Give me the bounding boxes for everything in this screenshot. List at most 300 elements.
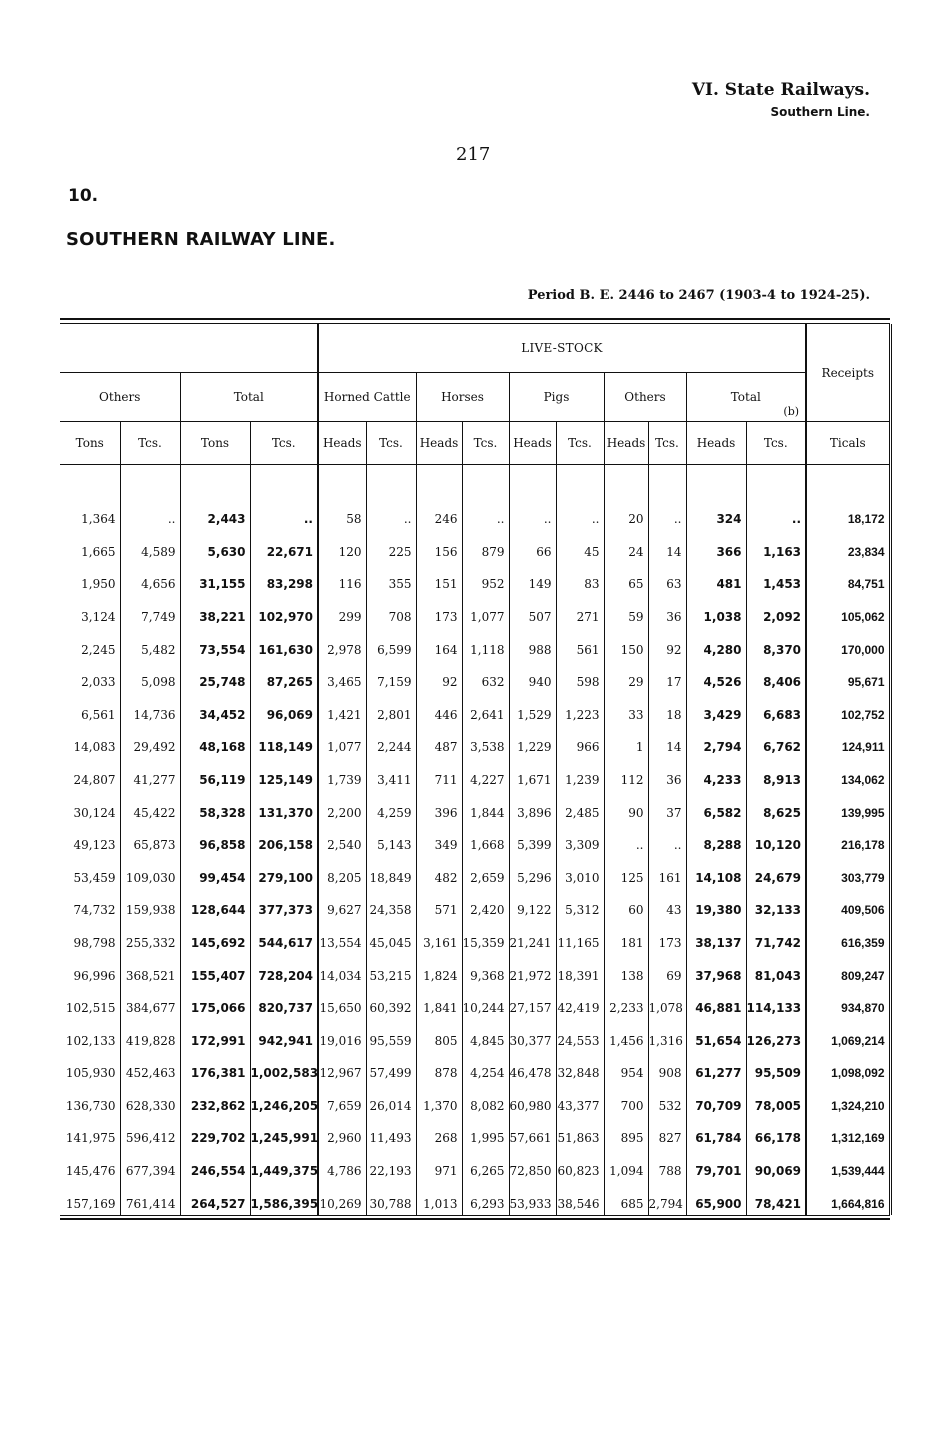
cell-others-tcs: 255,332 xyxy=(120,921,180,954)
cell-horses-tcs: 15,359 xyxy=(462,921,509,954)
cell-total-tcs: 1,586,395 xyxy=(250,1182,318,1215)
cell-receipts-ticals: 1,069,214 xyxy=(806,1019,890,1052)
table-row xyxy=(60,1117,890,1150)
cell-cattle-heads: 116 xyxy=(318,563,366,596)
header-live-stock: LIVE-STOCK xyxy=(318,324,806,373)
cell-pigs-heads: 9,122 xyxy=(509,889,556,922)
cell-receipts-ticals: 1,539,444 xyxy=(806,1149,890,1182)
cell-pigs-heads: 1,671 xyxy=(509,758,556,791)
cell-total-live-tcs: 6,683 xyxy=(746,693,806,726)
cell-total-live-heads: 481 xyxy=(686,563,746,596)
cell-horses-heads: 1,841 xyxy=(416,987,462,1020)
cell-total-tcs: 102,970 xyxy=(250,595,318,628)
cell-cattle-heads: 58 xyxy=(318,498,366,531)
cell-total-tons: 232,862 xyxy=(180,1084,250,1117)
cell-others-live-heads: 700 xyxy=(604,1084,648,1117)
cell-total-live-tcs: 8,406 xyxy=(746,661,806,694)
cell-horses-heads: 92 xyxy=(416,661,462,694)
cell-pigs-tcs: 598 xyxy=(556,661,604,694)
cell-total-live-tcs: .. xyxy=(746,498,806,531)
cell-others-live-tcs: 63 xyxy=(648,563,686,596)
cell-receipts-ticals: 409,506 xyxy=(806,889,890,922)
cell-horses-tcs: 8,082 xyxy=(462,1084,509,1117)
cell-cattle-tcs: 30,788 xyxy=(366,1182,416,1215)
period-caption: Period B. E. 2446 to 2467 (1903-4 to 1924-25). xyxy=(527,288,870,303)
cell-receipts-ticals: 1,324,210 xyxy=(806,1084,890,1117)
subheader-tcs: Tcs. xyxy=(746,422,806,465)
cell-cattle-heads: 10,269 xyxy=(318,1182,366,1215)
cell-horses-tcs: 10,244 xyxy=(462,987,509,1020)
cell-total-tons: 96,858 xyxy=(180,824,250,857)
cell-total-live-heads: 324 xyxy=(686,498,746,531)
cell-cattle-tcs: 60,392 xyxy=(366,987,416,1020)
cell-others-tons: 145,476 xyxy=(65,1164,116,1179)
subheader-heads: Heads xyxy=(686,422,746,465)
cell-total-tons: 175,066 xyxy=(180,987,250,1020)
cell-others-live-tcs: 43 xyxy=(648,889,686,922)
cell-receipts-ticals: 1,098,092 xyxy=(806,1052,890,1085)
cell-horses-heads: 571 xyxy=(416,889,462,922)
cell-horses-heads: 246 xyxy=(416,498,462,531)
cell-receipts-ticals: 139,995 xyxy=(806,791,890,824)
cell-others-tons: 98,798 xyxy=(73,935,116,950)
cell-total-tcs: 22,671 xyxy=(250,530,318,563)
cell-total-tcs: 1,245,991 xyxy=(250,1117,318,1150)
cell-pigs-tcs: 38,546 xyxy=(556,1182,604,1215)
cell-cattle-heads: 13,554 xyxy=(318,921,366,954)
cell-receipts-ticals: 616,359 xyxy=(806,921,890,954)
cell-horses-tcs: 1,995 xyxy=(462,1117,509,1150)
cell-receipts-ticals: 934,870 xyxy=(806,987,890,1020)
cell-total-live-tcs: 81,043 xyxy=(746,954,806,987)
cell-cattle-heads: 14,034 xyxy=(318,954,366,987)
cell-others-tons: 141,975 xyxy=(65,1131,116,1146)
statistics-table xyxy=(60,324,892,1215)
table-bottom-rule-outer xyxy=(60,1218,890,1220)
cell-horses-heads: 805 xyxy=(416,1019,462,1052)
table-row xyxy=(60,693,890,726)
cell-others-tons: 2,033 xyxy=(81,675,116,690)
cell-others-live-heads: 1,094 xyxy=(604,1149,648,1182)
cell-others-live-heads: 954 xyxy=(604,1052,648,1085)
cell-horses-tcs: 4,227 xyxy=(462,758,509,791)
cell-total-live-tcs: 95,509 xyxy=(746,1052,806,1085)
cell-total-live-heads: 6,582 xyxy=(686,791,746,824)
table-row xyxy=(60,1084,890,1117)
cell-others-tcs: 41,277 xyxy=(120,758,180,791)
cell-total-tcs: 279,100 xyxy=(250,856,318,889)
cell-others-live-heads: 20 xyxy=(604,498,648,531)
header-blank-goods xyxy=(60,324,318,373)
cell-total-live-heads: 61,277 xyxy=(686,1052,746,1085)
cell-total-tons: 38,221 xyxy=(180,595,250,628)
cell-total-tcs: 820,737 xyxy=(250,987,318,1020)
cell-pigs-tcs: 966 xyxy=(556,726,604,759)
cell-others-tcs: 628,330 xyxy=(120,1084,180,1117)
subheader-tcs: Tcs. xyxy=(366,422,416,465)
cell-total-tcs: 1,002,583 xyxy=(250,1052,318,1085)
cell-horses-tcs: 3,538 xyxy=(462,726,509,759)
cell-total-tons: 145,692 xyxy=(180,921,250,954)
cell-total-tcs: 1,246,205 xyxy=(250,1084,318,1117)
cell-pigs-tcs: 561 xyxy=(556,628,604,661)
subheader-tcs: Tcs. xyxy=(462,422,509,465)
cell-others-tcs: 65,873 xyxy=(120,824,180,857)
cell-total-tons: 25,748 xyxy=(180,661,250,694)
cell-others-live-tcs: .. xyxy=(648,498,686,531)
cell-total-live-heads: 4,280 xyxy=(686,628,746,661)
cell-cattle-heads: 299 xyxy=(318,595,366,628)
cell-others-live-heads: 895 xyxy=(604,1117,648,1150)
cell-pigs-tcs: 11,165 xyxy=(556,921,604,954)
cell-pigs-tcs: 2,485 xyxy=(556,791,604,824)
cell-total-live-heads: 65,900 xyxy=(686,1182,746,1215)
cell-horses-tcs: .. xyxy=(462,498,509,531)
cell-pigs-heads: 30,377 xyxy=(509,1019,556,1052)
cell-others-tons: 96,996 xyxy=(73,968,116,983)
cell-others-tons: 2,245 xyxy=(81,642,116,657)
cell-cattle-tcs: 7,159 xyxy=(366,661,416,694)
table-row xyxy=(60,726,890,759)
cell-total-live-tcs: 114,133 xyxy=(746,987,806,1020)
cell-pigs-tcs: 3,010 xyxy=(556,856,604,889)
cell-others-tcs: 368,521 xyxy=(120,954,180,987)
cell-pigs-heads: 5,296 xyxy=(509,856,556,889)
cell-cattle-tcs: 18,849 xyxy=(366,856,416,889)
cell-total-live-tcs: 90,069 xyxy=(746,1149,806,1182)
table-row xyxy=(60,530,890,563)
header-others-live: Others xyxy=(604,373,686,422)
cell-cattle-heads: 9,627 xyxy=(318,889,366,922)
cell-cattle-tcs: 355 xyxy=(366,563,416,596)
cell-pigs-heads: 940 xyxy=(509,661,556,694)
section-number: 10. xyxy=(68,186,99,206)
cell-receipts-ticals: 1,312,169 xyxy=(806,1117,890,1150)
cell-total-tons: 155,407 xyxy=(180,954,250,987)
cell-pigs-tcs: 51,863 xyxy=(556,1117,604,1150)
cell-others-live-heads: 29 xyxy=(604,661,648,694)
cell-others-tcs: 5,482 xyxy=(120,628,180,661)
cell-pigs-tcs: 42,419 xyxy=(556,987,604,1020)
cell-total-tcs: 377,373 xyxy=(250,889,318,922)
cell-horses-tcs: 1,077 xyxy=(462,595,509,628)
cell-total-tons: 34,452 xyxy=(180,693,250,726)
cell-cattle-heads: 7,659 xyxy=(318,1084,366,1117)
cell-others-live-heads: 138 xyxy=(604,954,648,987)
cell-receipts-ticals: 84,751 xyxy=(806,563,890,596)
cell-others-live-heads: 65 xyxy=(604,563,648,596)
cell-total-live-tcs: 78,005 xyxy=(746,1084,806,1117)
header-pigs: Pigs xyxy=(509,373,604,422)
cell-pigs-heads: 21,241 xyxy=(509,921,556,954)
cell-total-live-tcs: 126,273 xyxy=(746,1019,806,1052)
cell-total-live-heads: 38,137 xyxy=(686,921,746,954)
cell-others-live-tcs: 1,316 xyxy=(648,1019,686,1052)
subheader-tcs: Tcs. xyxy=(250,422,318,465)
cell-total-live-heads: 37,968 xyxy=(686,954,746,987)
cell-receipts-ticals: 105,062 xyxy=(806,595,890,628)
cell-total-live-heads: 70,709 xyxy=(686,1084,746,1117)
table-row xyxy=(60,824,890,857)
cell-others-tcs: 109,030 xyxy=(120,856,180,889)
cell-horses-heads: 482 xyxy=(416,856,462,889)
cell-total-live-heads: 19,380 xyxy=(686,889,746,922)
cell-horses-heads: 3,161 xyxy=(416,921,462,954)
cell-total-tcs: 544,617 xyxy=(250,921,318,954)
running-header xyxy=(692,80,870,119)
cell-total-live-heads: 4,526 xyxy=(686,661,746,694)
cell-horses-heads: 711 xyxy=(416,758,462,791)
cell-cattle-tcs: 708 xyxy=(366,595,416,628)
cell-others-live-heads: 181 xyxy=(604,921,648,954)
cell-others-tons: 49,123 xyxy=(73,838,116,853)
cell-others-tcs: 419,828 xyxy=(120,1019,180,1052)
cell-others-tons: 1,364 xyxy=(81,512,116,527)
cell-total-tons: 176,381 xyxy=(180,1052,250,1085)
cell-cattle-heads: 1,077 xyxy=(318,726,366,759)
header-others-goods: Others xyxy=(60,373,180,422)
cell-pigs-heads: 72,850 xyxy=(509,1149,556,1182)
header-horned-cattle: Horned Cattle xyxy=(318,373,416,422)
cell-others-live-tcs: 788 xyxy=(648,1149,686,1182)
table-row xyxy=(60,661,890,694)
page-number: 217 xyxy=(456,144,491,165)
header-total-goods: Total xyxy=(180,373,318,422)
subheader-tons: Tons xyxy=(180,422,250,465)
cell-cattle-heads: 2,978 xyxy=(318,628,366,661)
cell-horses-tcs: 952 xyxy=(462,563,509,596)
cell-pigs-heads: 988 xyxy=(509,628,556,661)
cell-horses-tcs: 4,254 xyxy=(462,1052,509,1085)
cell-horses-tcs: 9,368 xyxy=(462,954,509,987)
cell-others-tcs: 159,938 xyxy=(120,889,180,922)
cell-others-live-heads: 112 xyxy=(604,758,648,791)
cell-others-tcs: 384,677 xyxy=(120,987,180,1020)
cell-total-tcs: 87,265 xyxy=(250,661,318,694)
cell-others-live-heads: 125 xyxy=(604,856,648,889)
cell-cattle-tcs: 45,045 xyxy=(366,921,416,954)
cell-others-tcs: 596,412 xyxy=(120,1117,180,1150)
cell-total-live-tcs: 6,762 xyxy=(746,726,806,759)
cell-horses-heads: 878 xyxy=(416,1052,462,1085)
cell-pigs-heads: 27,157 xyxy=(509,987,556,1020)
cell-total-tcs: 1,449,375 xyxy=(250,1149,318,1182)
cell-total-tcs: 206,158 xyxy=(250,824,318,857)
cell-pigs-heads: 507 xyxy=(509,595,556,628)
cell-total-tons: 172,991 xyxy=(180,1019,250,1052)
header-receipts: Receipts xyxy=(806,324,890,422)
cell-cattle-heads: 120 xyxy=(318,530,366,563)
cell-others-live-tcs: 908 xyxy=(648,1052,686,1085)
header-horses: Horses xyxy=(416,373,509,422)
subheader-tcs: Tcs. xyxy=(120,422,180,465)
cell-receipts-ticals: 102,752 xyxy=(806,693,890,726)
cell-pigs-tcs: 24,553 xyxy=(556,1019,604,1052)
cell-horses-heads: 1,824 xyxy=(416,954,462,987)
cell-total-tons: 48,168 xyxy=(180,726,250,759)
cell-receipts-ticals: 134,062 xyxy=(806,758,890,791)
subheader-ticals: Ticals xyxy=(806,422,890,465)
cell-others-live-tcs: 532 xyxy=(648,1084,686,1117)
cell-horses-tcs: 1,118 xyxy=(462,628,509,661)
cell-horses-tcs: 1,668 xyxy=(462,824,509,857)
cell-pigs-tcs: 45 xyxy=(556,530,604,563)
cell-horses-heads: 268 xyxy=(416,1117,462,1150)
cell-others-tcs: 45,422 xyxy=(120,791,180,824)
cell-pigs-heads: 53,933 xyxy=(509,1182,556,1215)
header-total-live-label: Total xyxy=(730,390,761,404)
cell-horses-heads: 164 xyxy=(416,628,462,661)
cell-others-live-tcs: 1,078 xyxy=(648,987,686,1020)
cell-pigs-heads: 46,478 xyxy=(509,1052,556,1085)
cell-others-live-heads: 90 xyxy=(604,791,648,824)
cell-others-live-heads: 685 xyxy=(604,1182,648,1215)
cell-cattle-tcs: 24,358 xyxy=(366,889,416,922)
cell-total-tcs: 118,149 xyxy=(250,726,318,759)
cell-receipts-ticals: 95,671 xyxy=(806,661,890,694)
cell-total-tons: 246,554 xyxy=(180,1149,250,1182)
cell-total-live-heads: 79,701 xyxy=(686,1149,746,1182)
cell-others-tons: 14,083 xyxy=(73,740,116,755)
cell-others-tcs: .. xyxy=(120,498,180,531)
cell-pigs-tcs: 1,223 xyxy=(556,693,604,726)
cell-cattle-tcs: 2,244 xyxy=(366,726,416,759)
cell-receipts-ticals: 23,834 xyxy=(806,530,890,563)
cell-total-tcs: 131,370 xyxy=(250,791,318,824)
running-header-subtitle: Southern Line. xyxy=(770,105,870,119)
cell-total-tcs: .. xyxy=(250,498,318,531)
cell-cattle-heads: 1,739 xyxy=(318,758,366,791)
cell-pigs-tcs: 32,848 xyxy=(556,1052,604,1085)
cell-horses-heads: 971 xyxy=(416,1149,462,1182)
cell-cattle-tcs: 57,499 xyxy=(366,1052,416,1085)
cell-pigs-heads: 1,529 xyxy=(509,693,556,726)
cell-cattle-heads: 2,200 xyxy=(318,791,366,824)
table-row xyxy=(60,1149,890,1182)
cell-others-tons: 74,732 xyxy=(73,903,116,918)
cell-pigs-tcs: 3,309 xyxy=(556,824,604,857)
cell-others-tcs: 29,492 xyxy=(120,726,180,759)
subheader-heads: Heads xyxy=(416,422,462,465)
cell-pigs-heads: 1,229 xyxy=(509,726,556,759)
cell-pigs-tcs: 60,823 xyxy=(556,1149,604,1182)
cell-total-tons: 73,554 xyxy=(180,628,250,661)
cell-cattle-heads: 3,465 xyxy=(318,661,366,694)
cell-total-tons: 264,527 xyxy=(180,1182,250,1215)
header-total-live-note: (b) xyxy=(783,405,800,418)
cell-horses-heads: 487 xyxy=(416,726,462,759)
table-row xyxy=(60,987,890,1020)
cell-others-live-tcs: 173 xyxy=(648,921,686,954)
subheader-heads: Heads xyxy=(604,422,648,465)
cell-others-live-heads: 24 xyxy=(604,530,648,563)
cell-others-tons: 102,515 xyxy=(65,1001,116,1016)
cell-pigs-heads: 66 xyxy=(509,530,556,563)
cell-horses-tcs: 4,845 xyxy=(462,1019,509,1052)
cell-horses-tcs: 6,293 xyxy=(462,1182,509,1215)
running-header-title: VI. State Railways. xyxy=(691,80,870,100)
cell-total-live-heads: 366 xyxy=(686,530,746,563)
subheader-tcs: Tcs. xyxy=(648,422,686,465)
cell-others-live-heads: 59 xyxy=(604,595,648,628)
cell-horses-heads: 349 xyxy=(416,824,462,857)
table-row xyxy=(60,856,890,889)
cell-total-tcs: 125,149 xyxy=(250,758,318,791)
table-row xyxy=(60,791,890,824)
cell-cattle-tcs: 6,599 xyxy=(366,628,416,661)
subheader-tons: Tons xyxy=(60,422,120,465)
cell-pigs-tcs: 1,239 xyxy=(556,758,604,791)
cell-cattle-tcs: 95,559 xyxy=(366,1019,416,1052)
statistics-table-wrapper xyxy=(60,318,890,1220)
cell-pigs-heads: 3,896 xyxy=(509,791,556,824)
table-spacer-row xyxy=(60,465,890,498)
table-row xyxy=(60,758,890,791)
cell-receipts-ticals: 809,247 xyxy=(806,954,890,987)
cell-others-live-tcs: 17 xyxy=(648,661,686,694)
table-row xyxy=(60,889,890,922)
cell-horses-tcs: 1,844 xyxy=(462,791,509,824)
cell-others-tons: 3,124 xyxy=(81,609,116,624)
cell-pigs-tcs: 43,377 xyxy=(556,1084,604,1117)
cell-others-live-tcs: 14 xyxy=(648,726,686,759)
cell-others-tcs: 5,098 xyxy=(120,661,180,694)
cell-horses-tcs: 2,659 xyxy=(462,856,509,889)
cell-others-live-tcs: 18 xyxy=(648,693,686,726)
cell-others-tcs: 452,463 xyxy=(120,1052,180,1085)
cell-cattle-heads: 1,421 xyxy=(318,693,366,726)
table-row xyxy=(60,595,890,628)
cell-cattle-tcs: 11,493 xyxy=(366,1117,416,1150)
cell-horses-heads: 446 xyxy=(416,693,462,726)
cell-others-tcs: 4,589 xyxy=(120,530,180,563)
table-row xyxy=(60,921,890,954)
cell-horses-heads: 1,370 xyxy=(416,1084,462,1117)
cell-others-live-heads: 1,456 xyxy=(604,1019,648,1052)
cell-receipts-ticals: 18,172 xyxy=(806,498,890,531)
cell-total-tons: 5,630 xyxy=(180,530,250,563)
cell-horses-tcs: 2,420 xyxy=(462,889,509,922)
cell-horses-heads: 173 xyxy=(416,595,462,628)
cell-others-tcs: 761,414 xyxy=(120,1182,180,1215)
table-row xyxy=(60,1019,890,1052)
cell-others-live-tcs: 36 xyxy=(648,595,686,628)
cell-horses-tcs: 2,641 xyxy=(462,693,509,726)
cell-total-live-tcs: 8,625 xyxy=(746,791,806,824)
cell-pigs-heads: 21,972 xyxy=(509,954,556,987)
cell-horses-tcs: 879 xyxy=(462,530,509,563)
cell-pigs-heads: .. xyxy=(509,498,556,531)
cell-receipts-ticals: 1,664,816 xyxy=(806,1182,890,1215)
cell-cattle-tcs: 4,259 xyxy=(366,791,416,824)
cell-others-tcs: 4,656 xyxy=(120,563,180,596)
cell-total-live-tcs: 24,679 xyxy=(746,856,806,889)
table-row xyxy=(60,1052,890,1085)
table-body xyxy=(60,465,890,1215)
cell-total-live-tcs: 2,092 xyxy=(746,595,806,628)
cell-others-tons: 30,124 xyxy=(73,805,116,820)
cell-cattle-tcs: 225 xyxy=(366,530,416,563)
cell-horses-heads: 1,013 xyxy=(416,1182,462,1215)
cell-total-live-heads: 2,794 xyxy=(686,726,746,759)
cell-total-live-heads: 51,654 xyxy=(686,1019,746,1052)
cell-cattle-tcs: .. xyxy=(366,498,416,531)
cell-others-live-tcs: 827 xyxy=(648,1117,686,1150)
table-row xyxy=(60,628,890,661)
cell-cattle-heads: 19,016 xyxy=(318,1019,366,1052)
cell-horses-tcs: 6,265 xyxy=(462,1149,509,1182)
cell-receipts-ticals: 124,911 xyxy=(806,726,890,759)
